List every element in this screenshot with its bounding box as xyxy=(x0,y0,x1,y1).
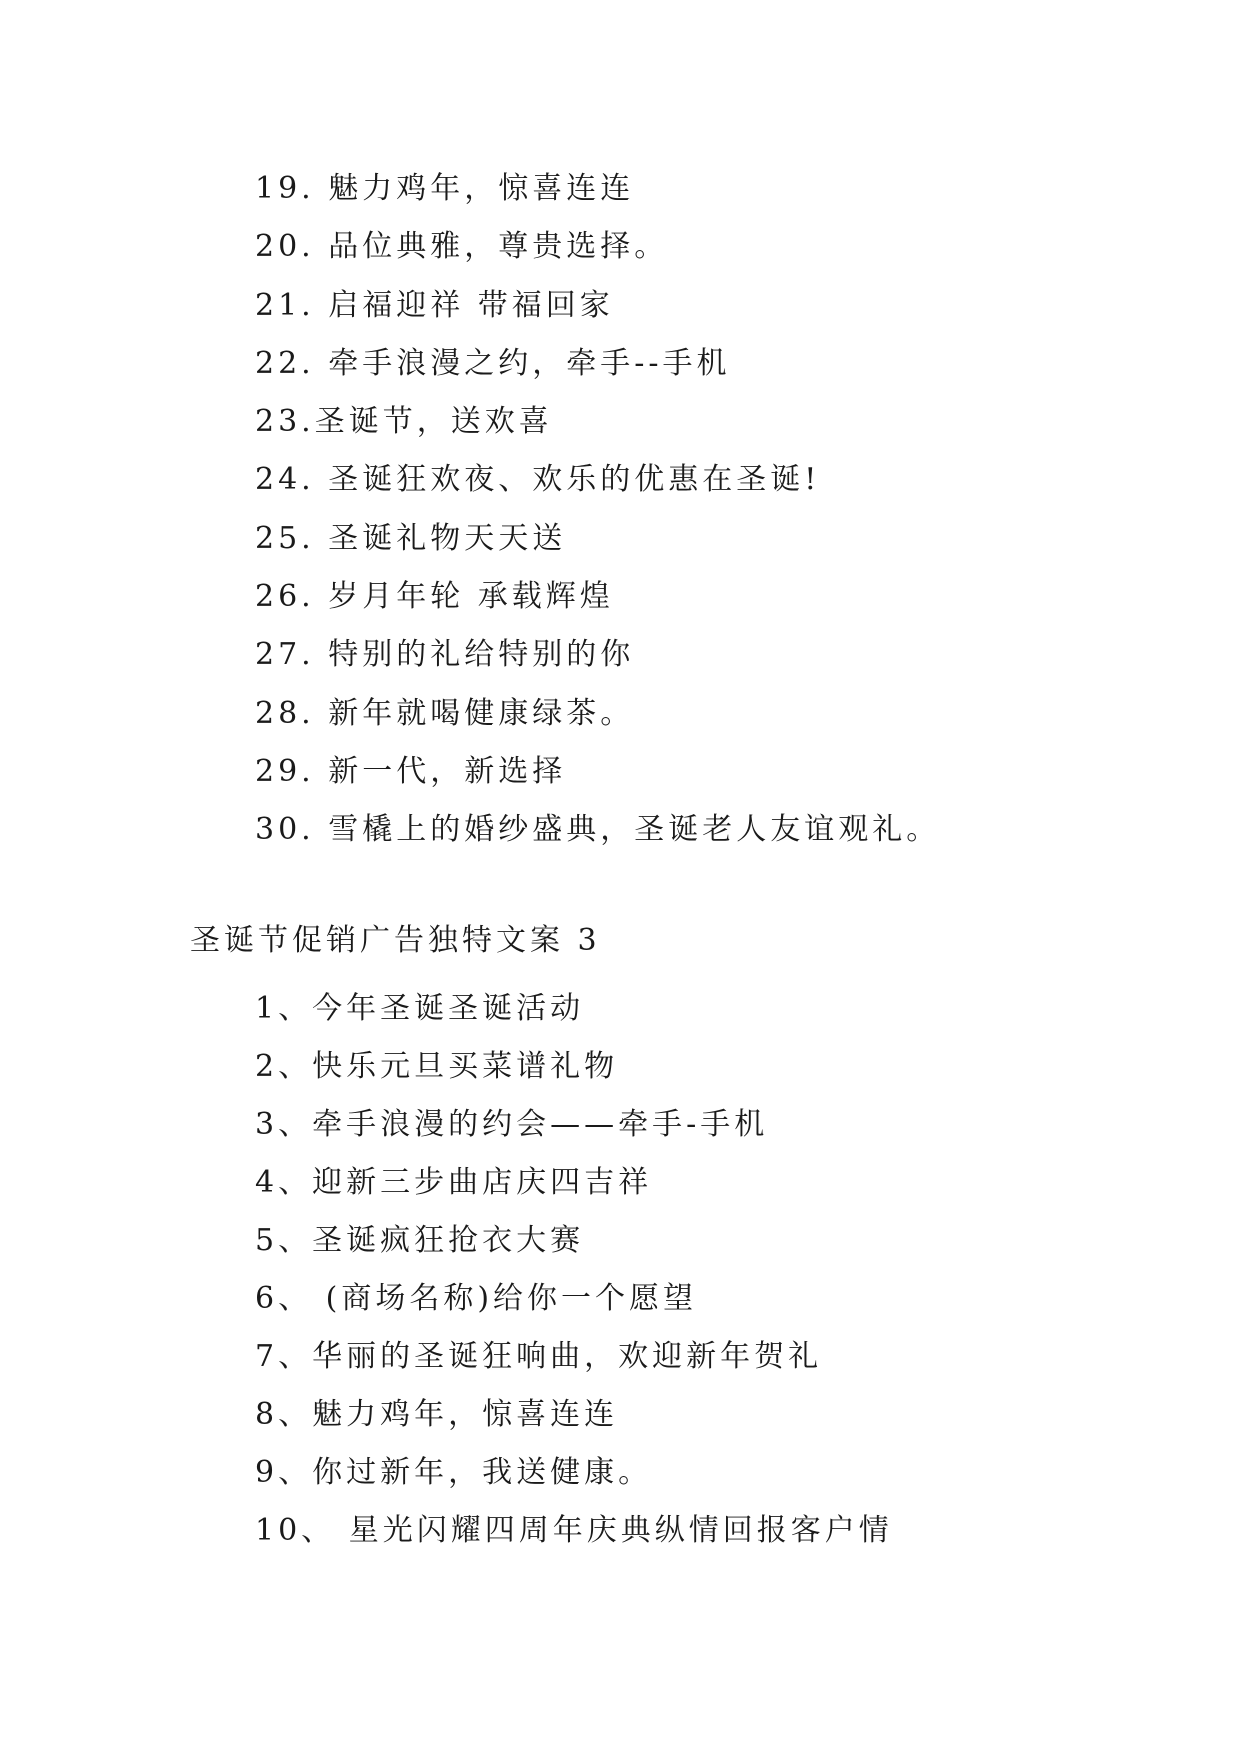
list-item: 4、迎新三步曲店庆四吉祥 xyxy=(255,1165,653,1200)
list-item: 8、魅力鸡年，惊喜连连 xyxy=(255,1397,619,1432)
list-item: 5、圣诞疯狂抢衣大赛 xyxy=(255,1223,585,1258)
section-heading: 圣诞节促销广告独特文案 3 xyxy=(190,923,601,958)
list-item: 2、快乐元旦买菜谱礼物 xyxy=(255,1049,619,1084)
list-item: 22. 牵手浪漫之约，牵手--手机 xyxy=(255,345,731,381)
list-item: 27. 特别的礼给特别的你 xyxy=(255,637,635,673)
list-item: 24. 圣诞狂欢夜、欢乐的优惠在圣诞! xyxy=(255,462,821,498)
list-item: 20. 品位典雅，尊贵选择。 xyxy=(255,229,669,265)
list-item: 23.圣诞节，送欢喜 xyxy=(255,404,553,440)
list-item: 10、 星光闪耀四周年庆典纵情回报客户情 xyxy=(255,1513,893,1548)
slogan-list-2 xyxy=(255,980,893,1560)
list-item: 28. 新年就喝健康绿茶。 xyxy=(255,695,635,731)
list-item: 9、你过新年，我送健康。 xyxy=(255,1455,653,1490)
list-item: 30. 雪橇上的婚纱盛典，圣诞老人友谊观礼。 xyxy=(255,812,941,848)
list-item: 6、 (商场名称)给你一个愿望 xyxy=(255,1281,698,1316)
list-item: 1、今年圣诞圣诞活动 xyxy=(255,991,585,1026)
list-item: 29. 新一代，新选择 xyxy=(255,753,567,789)
list-item: 3、牵手浪漫的约会——牵手-手机 xyxy=(255,1107,769,1142)
slogan-list-1 xyxy=(255,160,940,860)
list-item: 7、华丽的圣诞狂响曲，欢迎新年贺礼 xyxy=(255,1339,823,1374)
list-item: 25. 圣诞礼物天天送 xyxy=(255,520,567,556)
list-item: 26. 岁月年轮 承载辉煌 xyxy=(255,579,614,615)
list-item: 19. 魅力鸡年，惊喜连连 xyxy=(255,171,635,206)
list-item: 21. 启福迎祥 带福回家 xyxy=(255,287,614,323)
